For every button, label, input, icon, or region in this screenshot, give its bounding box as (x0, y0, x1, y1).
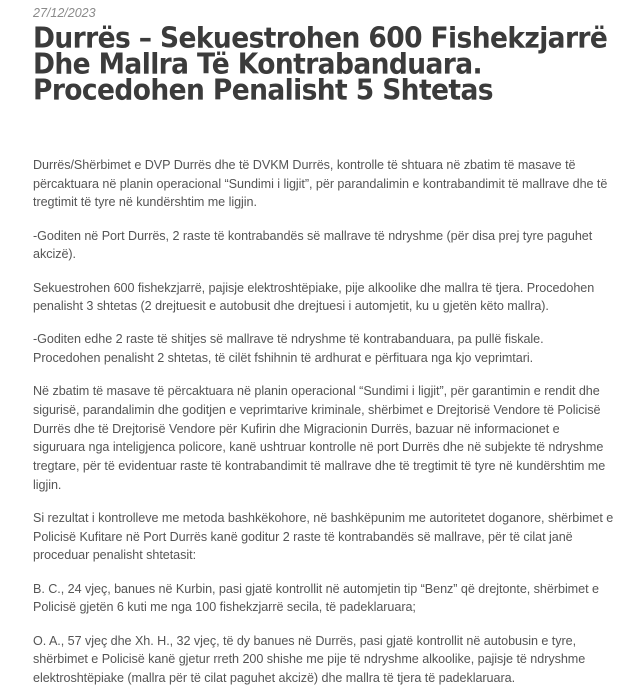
article-paragraph: Durrës/Shërbimet e DVP Durrës dhe të DVKM Durrës, kontrolle të shtuara në zbatim të masave të përcaktuara në planin operacional “Sundimi i ligjit”, për parandalimin e kontrabandimit të mallrave dhe të tregtimit të tyre në kundërshtim me ligjin. (33, 158, 608, 210)
article-paragraph: Sekuestrohen 600 fishekzjarrë, pajisje elektroshtëpiake, pije alkoolike dhe mallra të tjera. Procedohen penalisht 3 shtetas (2 drejtuesit e autobusit dhe drejtuesi i automjetit, ku u gjetën këto mallra). (33, 280, 595, 314)
article-paragraph: Si rezultat i kontrolleve me metoda bashkëkohore, në bashkëpunim me autoritetet doganore, shërbimet e Policisë Kufitare në Port Durrës kanë goditur 2 raste të kontrabandës së mallrave, për të cilat janë proceduar penalisht shtetasit: (33, 511, 614, 563)
article-title: Durrës – Sekuestrohen 600 Fishekzjarrë Dhe Mallra Të Kontrabanduara. Procedohen Penalisht 5 Shtetas (33, 21, 608, 107)
article-body (33, 156, 614, 688)
article-paragraph: O. A., 57 vjeç dhe Xh. H., 32 vjeç, të dy banues në Durrës, pasi gjatë kontrollit në autobusin e tyre, shërbimet e Policisë kanë gjetur rreth 200 shishe me pije të ndryshme alkoolike, pajisje të ndryshme elektroshtëpiake (mallra për të cilat paguhet akcizë) dhe mallra të tjera të padeklaruara. (33, 633, 586, 685)
article-date: 27/12/2023 (33, 6, 96, 20)
article-paragraph: Në zbatim të masave të përcaktuara në planin operacional “Sundimi i ligjit”, për garantimin e rendit dhe sigurisë, parandalimin dhe goditjen e veprimtarive kriminale, shërbimet e Drejtorisë Vendore të Policisë Durrës dhe të Drejtorisë Vendore për Kufirin dhe Migracionin Durrës, bazuar në informacionet e siguruara nga inteligjenca policore, kanë ushtruar kontrolle në port Durrës dhe në subjekte të ndryshme tregtare, për të evidentuar raste të kontrabandimit të mallrave dhe të tregtimit të tyre në kundërshtim me ligjin. (33, 384, 606, 492)
article-paragraph: -Goditen në Port Durrës, 2 raste të kontrabandës së mallrave të ndryshme (për disa prej tyre paguhet akcizë). (33, 228, 593, 262)
article-paragraph: -Goditen edhe 2 raste të shitjes së mallrave të ndryshme të kontrabanduara, pa pullë fiskale. Procedohen penalisht 2 shtetas, të cilët fshihnin të ardhurat e përfituara nga kjo veprimtari. (33, 332, 544, 366)
article-paragraph: B. C., 24 vjeç, banues në Kurbin, pasi gjatë kontrollit në automjetin tip “Benz” që drejtonte, shërbimet e Policisë gjetën 6 kuti me nga 100 fishekzjarrë secila, të padeklaruara; (33, 581, 599, 615)
